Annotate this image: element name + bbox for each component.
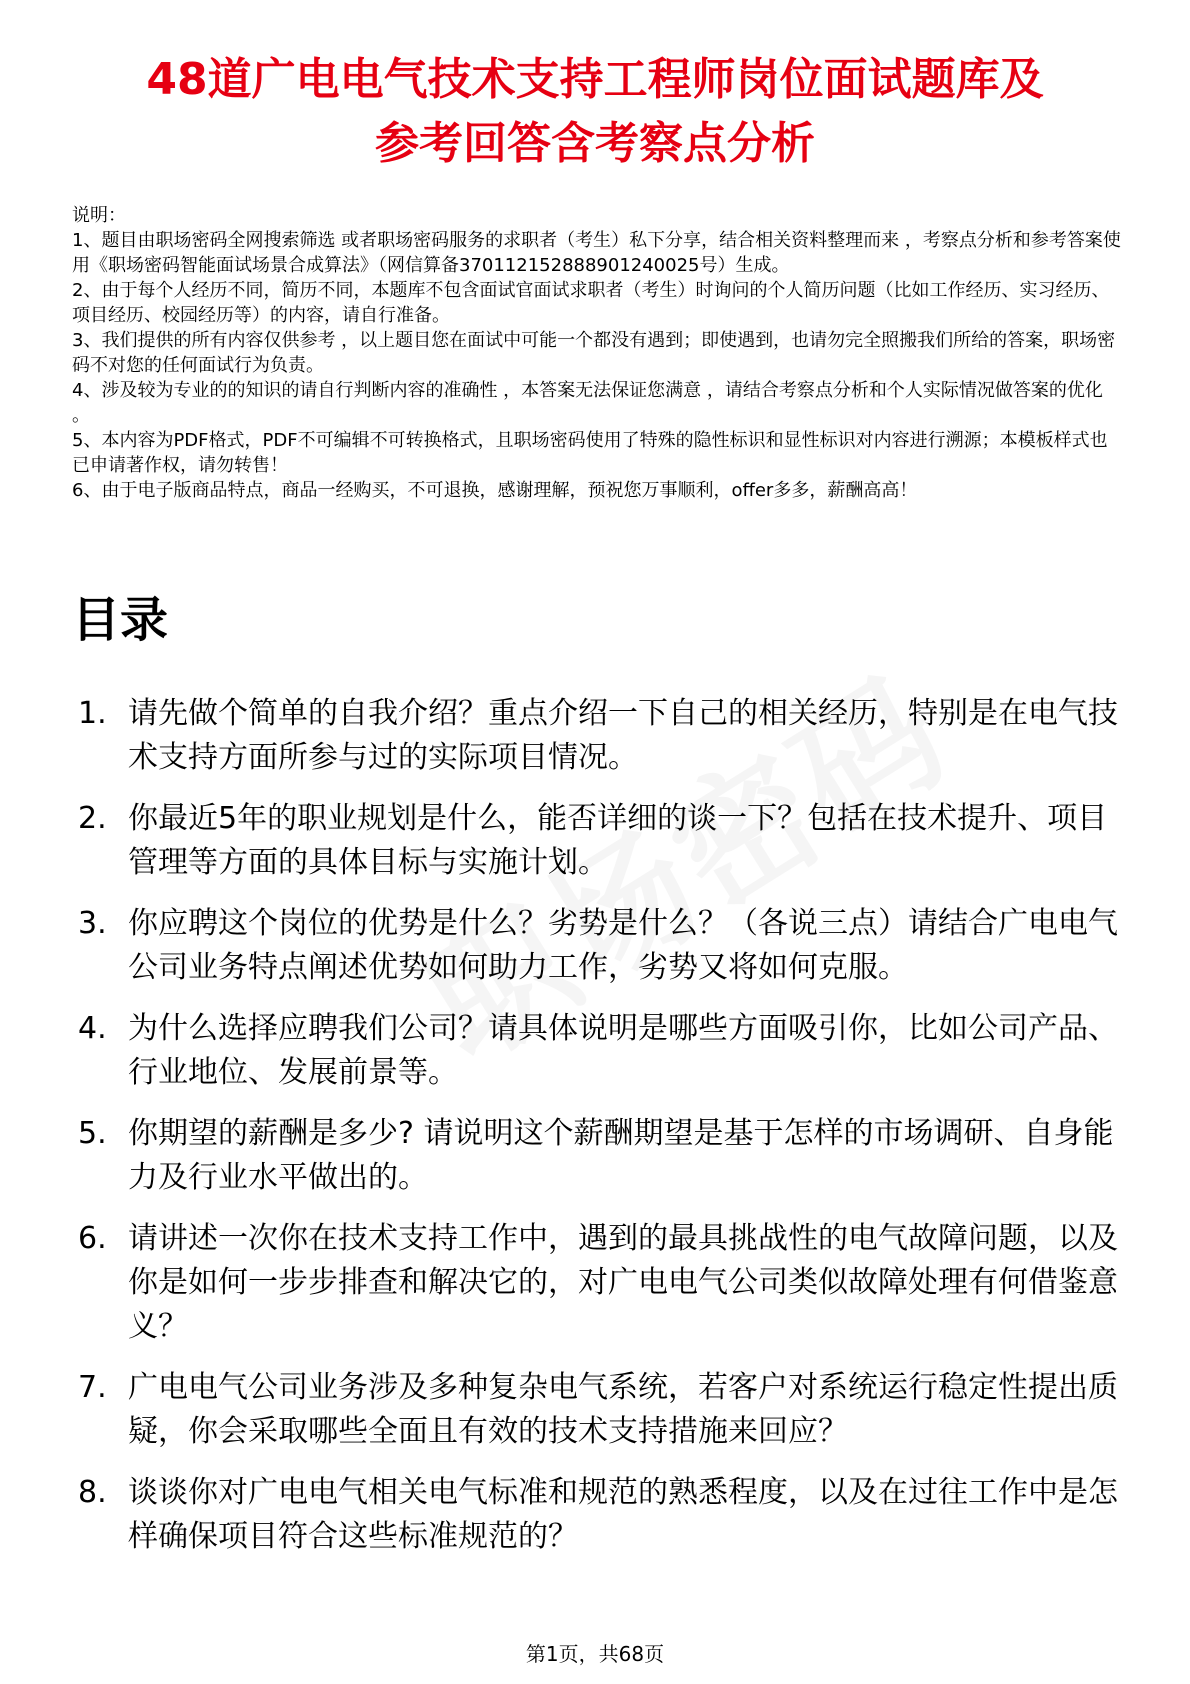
question-text: 你最近5年的职业规划是什么，能否详细的谈一下？包括在技术提升、项目管理等方面的具体目标与实施计划。 [128, 801, 1108, 880]
question-text: 你期望的薪酬是多少? 请说明这个薪酬期望是基于怎样的市场调研、自身能力及行业水平做出的。 [128, 1116, 1114, 1195]
question-text: 请讲述一次你在技术支持工作中，遇到的最具挑战性的电气故障问题，以及你是如何一步步排查和解决它的，对广电电气公司类似故障处理有何借鉴意义？ [128, 1221, 1118, 1344]
question-number: 5. [78, 1116, 107, 1151]
question-item[interactable] [72, 1217, 1132, 1349]
note-item-6: 6、由于电子版商品特点，商品一经购买，不可退换，感谢理解，预祝您万事顺利，offer多多，薪酬高高！ [72, 480, 918, 501]
title-line-2: 参考回答含考察点分析 [375, 118, 815, 169]
question-item[interactable] [72, 902, 1132, 990]
notes-section [72, 203, 1122, 503]
question-list [72, 692, 1132, 1576]
title-line-1: 48道广电电气技术支持工程师岗位面试题库及 [146, 54, 1044, 105]
page-footer: 第1页，共68页 [525, 1642, 665, 1666]
toc-heading: 目录 [72, 592, 169, 648]
question-item[interactable] [72, 1112, 1132, 1200]
question-number: 1. [78, 696, 107, 731]
question-item[interactable] [72, 692, 1132, 780]
question-text: 你应聘这个岗位的优势是什么？劣势是什么？（各说三点）请结合广电电气公司业务特点阐述优势如何助力工作，劣势又将如何克服。 [128, 906, 1118, 985]
note-item-2: 2、由于每个人经历不同，简历不同，本题库不包含面试官面试求职者（考生）时询问的个人简历问题（比如工作经历、实习经历、项目经历、校园经历等）的内容，请自行准备。 [72, 280, 1110, 326]
question-text: 广电电气公司业务涉及多种复杂电气系统，若客户对系统运行稳定性提出质疑，你会采取哪些全面且有效的技术支持措施来回应？ [128, 1370, 1118, 1449]
note-item-3: 3、我们提供的所有内容仅供参考 ，以上题目您在面试中可能一个都没有遇到；即使遇到，也请勿完全照搬我们所给的答案，职场密码不对您的任何面试行为负责。 [72, 330, 1116, 376]
question-text: 谈谈你对广电电气相关电气标准和规范的熟悉程度，以及在过往工作中是怎样确保项目符合这些标准规范的？ [128, 1475, 1118, 1554]
question-item[interactable] [72, 1471, 1132, 1559]
question-number: 8. [78, 1475, 107, 1510]
question-number: 6. [78, 1221, 107, 1256]
question-item[interactable] [72, 797, 1132, 885]
question-text: 为什么选择应聘我们公司？请具体说明是哪些方面吸引你，比如公司产品、行业地位、发展前景等。 [128, 1011, 1118, 1090]
question-item[interactable] [72, 1366, 1132, 1454]
question-number: 4. [78, 1011, 107, 1046]
notes-heading: 说明： [72, 205, 126, 226]
question-text: 请先做个简单的自我介绍？重点介绍一下自己的相关经历，特别是在电气技术支持方面所参与过的实际项目情况。 [128, 696, 1118, 775]
note-item-1: 1、题目由职场密码全网搜索筛选 或者职场密码服务的求职者（考生）私下分享，结合相关资料整理而来 ，考察点分析和参考答案使用《职场密码智能面试场景合成算法》（网信算备370112152888901240025号）生成。 [72, 230, 1121, 276]
question-number: 7. [78, 1370, 107, 1405]
note-item-5: 5、本内容为PDF格式，PDF不可编辑不可转换格式，且职场密码使用了特殊的隐性标识和显性标识对内容进行溯源；本模板样式也已申请著作权，请勿转售！ [72, 430, 1108, 476]
document-title [0, 48, 1190, 176]
note-item-4: 4、涉及较为专业的的知识的请自行判断内容的准确性 ，本答案无法保证您满意 ，请结合考察点分析和个人实际情况做答案的优化 。 [72, 380, 1109, 426]
question-number: 3. [78, 906, 107, 941]
question-number: 2. [78, 801, 107, 836]
question-item[interactable] [72, 1007, 1132, 1095]
